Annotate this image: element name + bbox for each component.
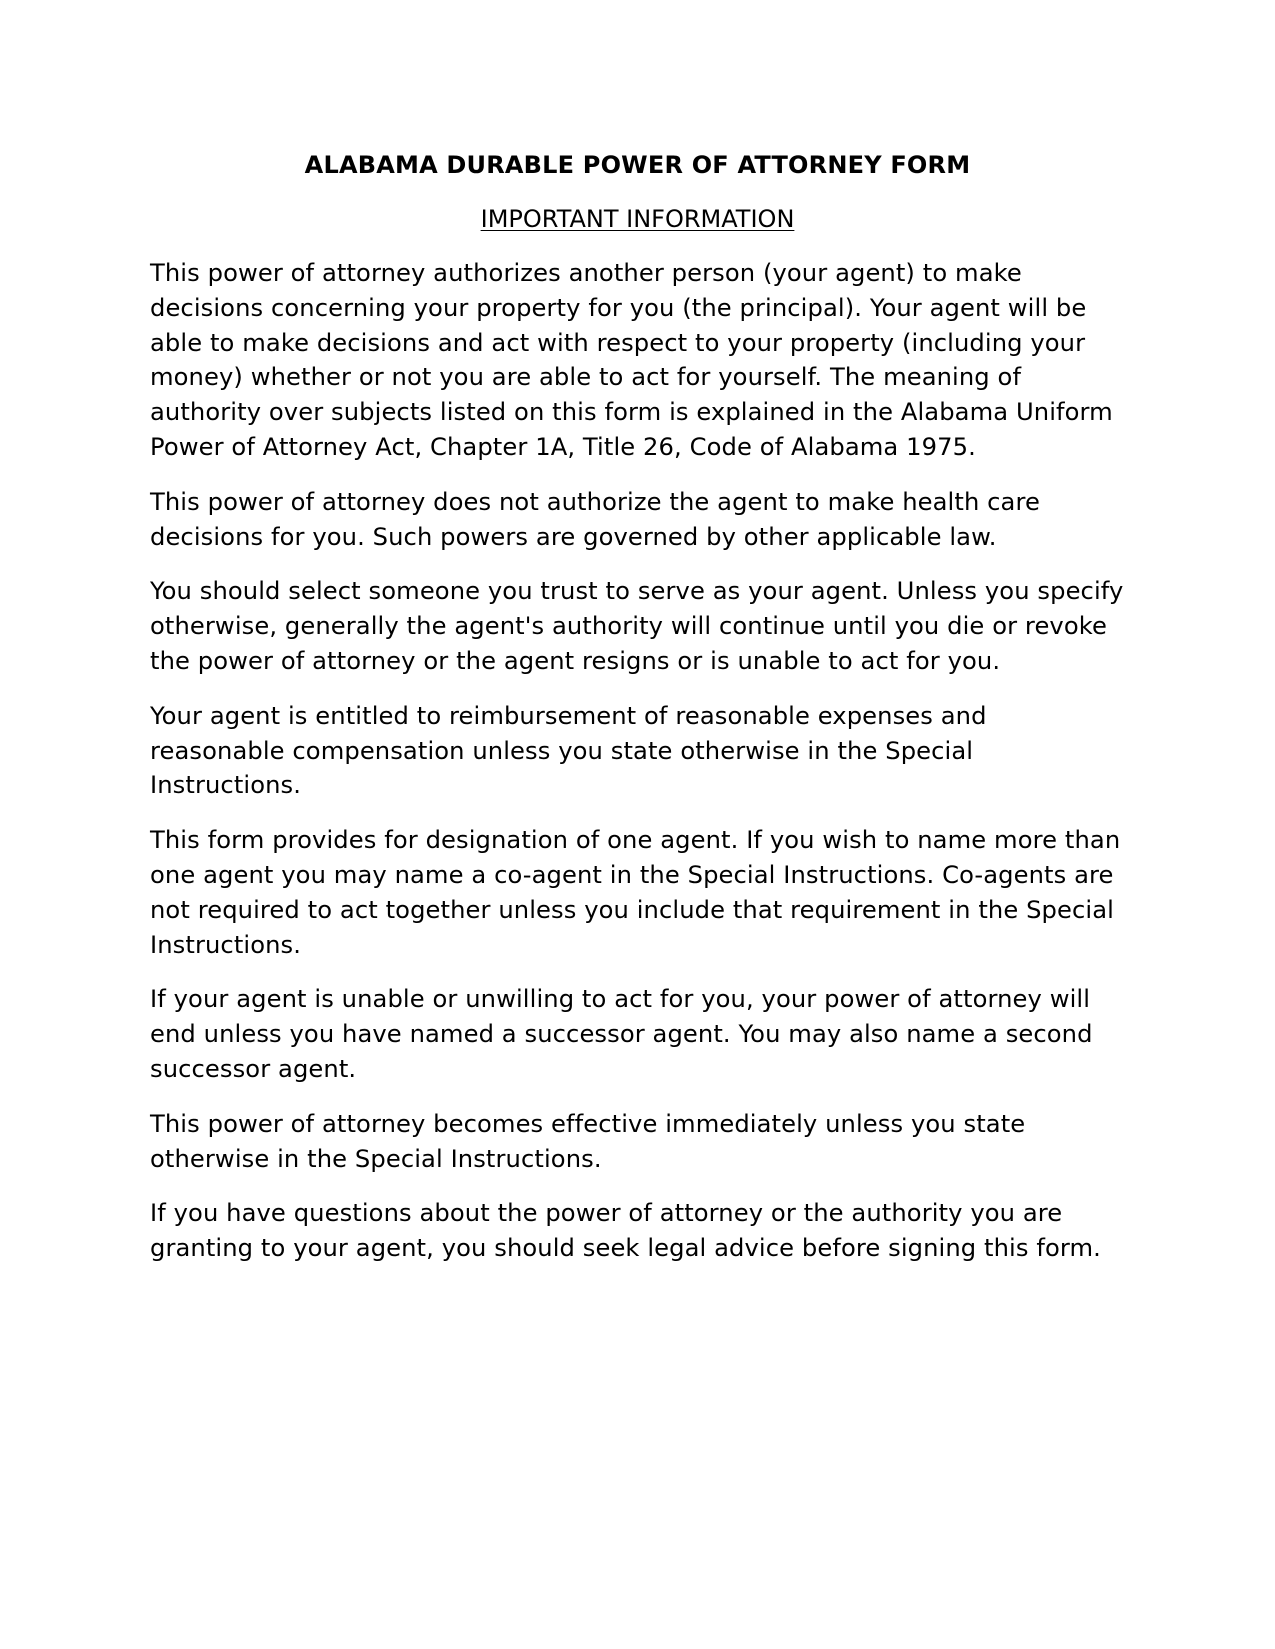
document-page <box>150 148 1125 1286</box>
paragraph-successor-agent: If your agent is unable or unwilling to act for you, your power of attorney will end unless you have named a successor agent. You may also name a second successor agent. <box>150 985 1093 1083</box>
paragraph-agent-authority: This power of attorney authorizes another person (your agent) to make decisions concerning your property for you (the principal). Your agent will be able to make decisions and act with respect to your property (including your money) whether or not you are able to act for yourself. The meaning of authority over subjects listed on this form is explained in the Alabama Uniform Power of Attorney Act, Chapter 1A, Title 26, Code of Alabama 1975. <box>150 259 1113 461</box>
paragraph-effective-date: This power of attorney becomes effective immediately unless you state otherwise in the Special Instructions. <box>150 1109 1026 1173</box>
paragraph-legal-advice: If you have questions about the power of attorney or the authority you are granting to your agent, you should seek legal advice before signing this form. <box>150 1199 1101 1263</box>
section-heading: IMPORTANT INFORMATION <box>480 205 795 233</box>
paragraph-reimbursement: Your agent is entitled to reimbursement of reasonable expenses and reasonable compensation unless you state otherwise in the Special Instructions. <box>150 701 987 800</box>
paragraph-select-agent: You should select someone you trust to serve as your agent. Unless you specify otherwise, generally the agent's authority will continue until you die or revoke the power of attorney or the agent resigns or is unable to act for you. <box>150 577 1124 675</box>
document-title: ALABAMA DURABLE POWER OF ATTORNEY FORM <box>304 151 971 179</box>
paragraph-health-care: This power of attorney does not authorize the agent to make health care decisions for you. Such powers are governed by other applicable law. <box>150 487 1040 551</box>
paragraph-co-agent: This form provides for designation of one agent. If you wish to name more than one agent you may name a co-agent in the Special Instructions. Co-agents are not required to act together unless you include that requirement in the Special Instructions. <box>150 826 1121 959</box>
